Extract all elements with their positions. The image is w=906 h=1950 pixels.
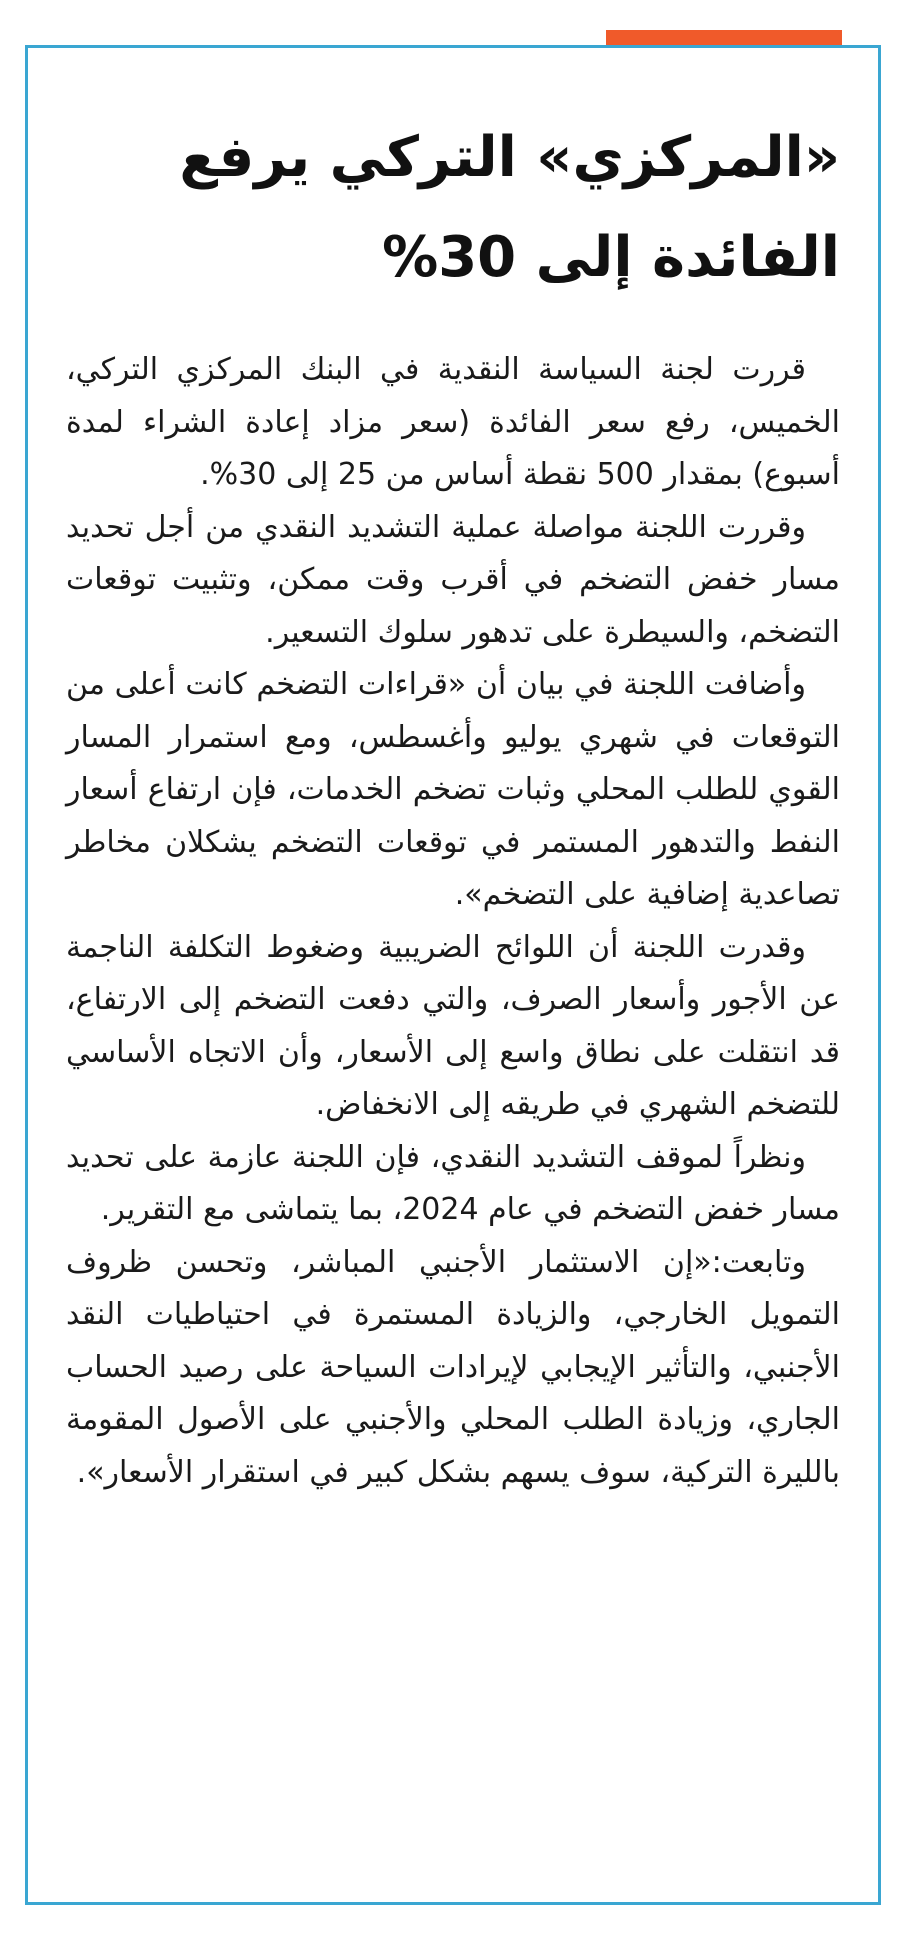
- headline-line-1: «المركزي» التركي يرفع: [179, 125, 840, 190]
- paragraph-3: وأضافت اللجنة في بيان أن «قراءات التضخم كانت أعلى من التوقعات في شهري يوليو وأغسطس، ومع استمرار المسار القوي للطلب المحلي وثبات تضخم الخدمات، فإن ارتفاع أسعار النفط والتدهور المستمر في توقعات التضخم يشكلان مخاطر تصاعدية إضافية على التضخم».: [66, 667, 840, 912]
- paragraph-6: وتابعت:«إن الاستثمار الأجنبي المباشر، وتحسن ظروف التمويل الخارجي، والزيادة المستمرة في احتياطيات النقد الأجنبي، والتأثير الإيجابي لإيرادات السياحة على رصيد الحساب الجاري، وزيادة الطلب المحلي والأجنبي على الأصول المقومة بالليرة التركية، سوف يسهم بشكل كبير في استقرار الأسعار».: [66, 1244, 840, 1490]
- paragraph-4: وقدرت اللجنة أن اللوائح الضريبية وضغوط التكلفة الناجمة عن الأجور وأسعار الصرف، والتي دفعت التضخم إلى الارتفاع، قد انتقلت على نطاق واسع إلى الأسعار، وأن الاتجاه الأساسي للتضخم الشهري في طريقه إلى الانخفاض.: [66, 929, 840, 1122]
- headline: [66, 108, 840, 308]
- paragraph-5: ونظراً لموقف التشديد النقدي، فإن اللجنة عازمة على تحديد مسار خفض التضخم في عام 2024، بما يتماشى مع التقرير.: [66, 1139, 840, 1227]
- paragraph-2: وقررت اللجنة مواصلة عملية التشديد النقدي من أجل تحديد مسار خفض التضخم في أقرب وقت ممكن، وتثبيت توقعات التضخم، والسيطرة على تدهور سلوك التسعير.: [66, 509, 840, 650]
- paragraph-1: قررت لجنة السياسة النقدية في البنك المركزي التركي، الخميس، رفع سعر الفائدة (سعر مزاد إعادة الشراء لمدة أسبوع) بمقدار 500 نقطة أساس من 25 إلى 30%.: [66, 352, 840, 492]
- article-frame: [25, 45, 881, 1905]
- article-content: [66, 48, 840, 1499]
- headline-line-2: الفائدة إلى 30%: [382, 225, 840, 290]
- accent-bar: [606, 30, 842, 45]
- article-body: [66, 344, 840, 1499]
